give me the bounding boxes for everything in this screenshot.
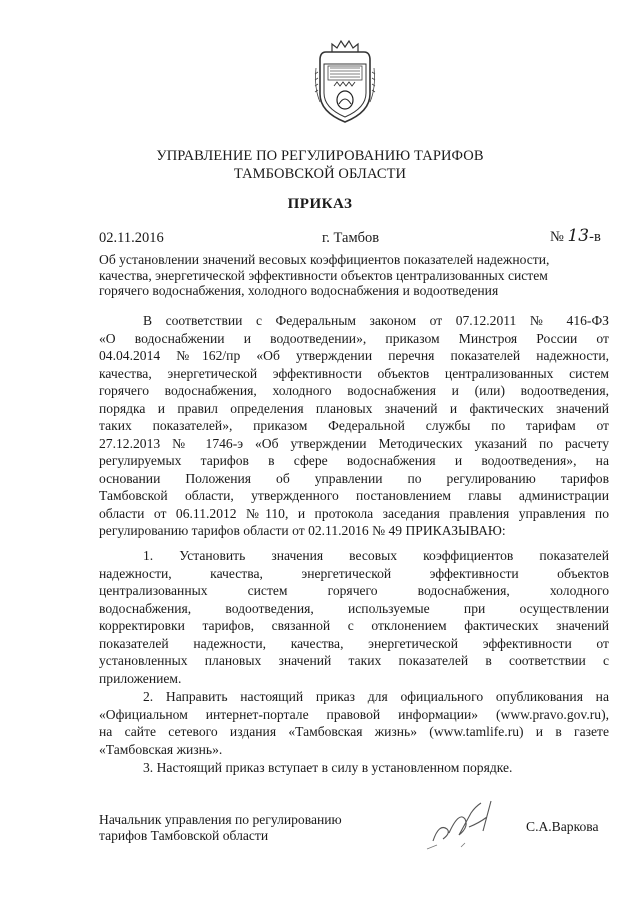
item-1-line: корректировки тарифов, связанной с отклонением фактических значений — [99, 618, 609, 633]
handwritten-number: 13 — [567, 226, 590, 246]
subject-line: Об установлении значений весовых коэффициентов показателей надежности, — [99, 252, 550, 267]
subject-line: горячего водоснабжения, холодного водоснабжения и водоотведения — [99, 283, 499, 298]
item-1-line: установленных плановых значений таких показателей в соответствии с — [99, 653, 609, 668]
item-1-line: показателей надежности, качества, энергетической эффективности от — [99, 635, 609, 651]
signatory-position — [99, 812, 342, 844]
preamble-paragraph — [99, 312, 609, 540]
item-1-line: водоснабжения, водоотведения, используемые при осуществлении — [99, 600, 609, 616]
item-2-line: на сайте сетевого издания «Тамбовская жизнь» (www.tamlife.ru) и в газете — [99, 724, 609, 739]
preamble-line: регулируемых тарифов в сфере водоснабжения и водоотведения», на — [99, 453, 609, 468]
organization-name-line1: УПРАВЛЕНИЕ ПО РЕГУЛИРОВАНИЮ ТАРИФОВ — [156, 148, 484, 164]
item-2-paragraph — [99, 688, 609, 758]
preamble-line: горячего водоснабжения, холодного водоснабжения и (или) водоотведения, — [99, 383, 609, 398]
number-sign: № — [550, 229, 564, 245]
item-1-line: 1. Установить значения весовых коэффициентов показателей — [143, 548, 609, 563]
organization-name-line2: ТАМБОВСКОЙ ОБЛАСТИ — [233, 166, 407, 182]
coat-of-arms-emblem — [312, 38, 378, 124]
item-2-line: «Официальном интернет-портале правовой информации» (www.pravo.gov.ru), — [99, 706, 609, 722]
signatory-name: С.А.Варкова — [526, 819, 599, 834]
preamble-line: В соответствии с Федеральным законом от 07.12.2011 № 416-ФЗ — [143, 313, 609, 328]
item-1-line: приложением. — [99, 670, 182, 686]
position-line: Начальник управления по регулированию — [99, 812, 342, 827]
preamble-line: Тамбовской области, утвержденного постановлением главы администрации — [99, 488, 609, 503]
item-3-paragraph — [99, 759, 609, 777]
subject-line: качества, энергетической эффективности объектов централизованных систем — [99, 267, 548, 283]
document-title: ПРИКАЗ — [287, 196, 353, 212]
number-suffix: -в — [589, 229, 601, 245]
order-subject — [99, 252, 619, 299]
preamble-line: «О водоснабжении и водоотведении», приказом Минстроя России от — [99, 330, 609, 346]
item-1-line: надежности, качества, энергетической эффективности объектов — [99, 565, 609, 581]
preamble-line: 04.04.2014 №162/пр «Об утверждении перечня показателей надежности, — [99, 348, 609, 363]
preamble-line: основании Положения об управлении по регулированию тарифов — [99, 470, 609, 486]
preamble-line: области от 06.11.2012 №110, и протокола заседания правления управления по — [99, 505, 609, 521]
item-2-line: «Тамбовская жизнь». — [99, 741, 223, 757]
order-number — [550, 226, 601, 246]
order-city: г. Тамбов — [322, 230, 380, 246]
preamble-line: порядка и правил определения плановых значений и фактических значений — [99, 400, 609, 416]
item-1-paragraph — [99, 547, 609, 687]
position-line: тарифов Тамбовской области — [99, 828, 269, 843]
preamble-line: регулированию тарифов области от 02.11.2016 № 49 ПРИКАЗЫВАЮ: — [99, 523, 506, 538]
order-date: 02.11.2016 — [99, 230, 164, 246]
item-2-line: 2. Направить настоящий приказ для официального опубликования на — [143, 689, 609, 704]
preamble-line: качества, энергетической эффективности объектов централизованных систем — [99, 365, 609, 381]
preamble-line: таких показателей», приказом Федеральной службы по тарифам от — [99, 418, 609, 433]
item-1-line: централизованных систем горячего водоснабжения, холодного — [99, 583, 609, 598]
preamble-line: 27.12.2013 № 1746-э «Об утверждении Методических указаний по расчету — [99, 435, 609, 451]
item-3-line: 3. Настоящий приказ вступает в силу в установленном порядке. — [143, 760, 513, 775]
handwritten-signature — [425, 793, 515, 853]
